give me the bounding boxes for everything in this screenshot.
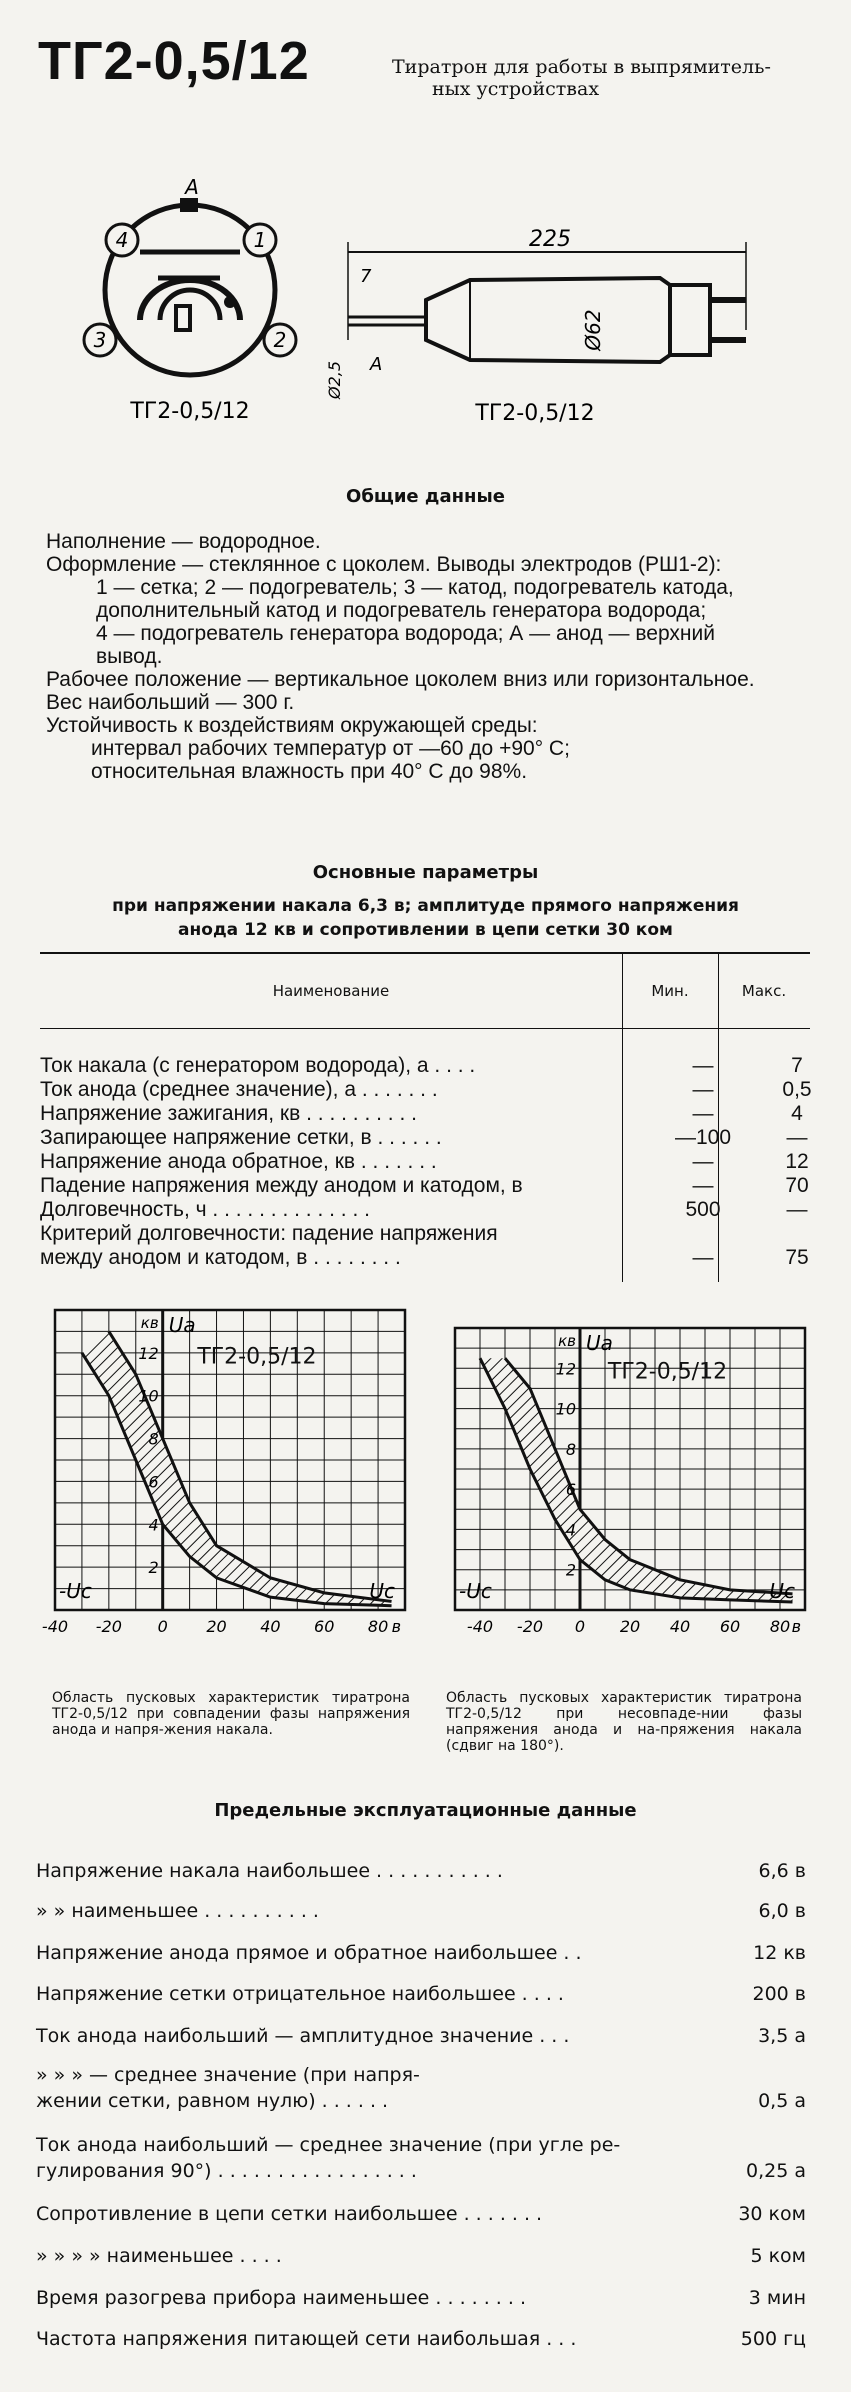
limit-value: 6,6 в [758,1860,806,1882]
limit-name: » » » » наименьшее . . . . [36,2245,282,2267]
limit-row [36,2245,806,2267]
row-min: 500 [685,1198,721,1221]
limit-name: » » » — среднее значение (при напря- [36,2064,420,2086]
table-top-rule [40,952,810,954]
start-region-band [82,1331,392,1605]
x-tick-label: 60 [719,1617,741,1636]
limit-row [36,2064,806,2086]
table-row [40,1174,809,1198]
x-axis-label: Uc [769,1579,795,1603]
row-name: Долговечность, ч . . . . . . . . . . . . . . [40,1198,370,1221]
y-tick-label: 6 [565,1480,576,1500]
table-row [40,1102,803,1126]
limits-heading: Предельные эксплуатационные данные [214,1800,637,1821]
limit-value: 6,0 в [758,1900,806,1922]
table-header-name: Наименование [272,982,390,1000]
dimension-7: 7 [360,266,372,287]
limit-value: 200 в [752,1983,806,2005]
x-tick-label: 0 [157,1617,168,1636]
x-tick-label: 40 [260,1617,281,1636]
limit-value: 12 кв [753,1942,806,1964]
x-tick-label: -40 [41,1617,69,1636]
side-dimension-drawing [325,227,770,430]
row-max: 70 [785,1174,809,1197]
limit-value: 3,5 а [758,2025,806,2047]
table-header-max: Макс. [741,982,787,1000]
row-name: Падение напряжения между анодом и катодом, в [40,1174,523,1197]
row-name: Ток накала (с генератором водорода), а . . . . [40,1054,476,1077]
pin-label-a: А [185,175,199,199]
limit-name: гулирования 90°) . . . . . . . . . . . . . . . . . [36,2160,417,2182]
row-name: между анодом и катодом, в . . . . . . . . [40,1246,401,1269]
row-max: 12 [785,1150,809,1173]
y-tick-label: 4 [148,1515,159,1535]
row-max: 75 [785,1246,809,1269]
y-tick-label: 2 [148,1558,159,1578]
x-axis-neg-label: -Uc [459,1579,492,1603]
limit-value: 0,5 а [758,2090,806,2112]
x-tick-label: 20 [619,1617,641,1636]
general-line: 1 — сетка; 2 — подогреватель; 3 — катод, подогреватель катода, [96,576,734,599]
y-unit-label: кв [558,1332,576,1350]
pin-label-4: 4 [115,228,129,252]
limit-name: Частота напряжения питающей сети наибольшая . . . [36,2328,577,2350]
y-tick-label: 2 [565,1560,576,1580]
limit-row [36,2203,806,2225]
limit-row [36,1942,806,1964]
limit-name: Напряжение сетки отрицательное наибольшее . . . . [36,1983,564,2005]
limit-name: Время разогрева прибора наименьшее . . . . . . . . [36,2287,527,2309]
row-name: Напряжение зажигания, кв . . . . . . . . . . [40,1102,417,1125]
table-row [40,1150,809,1174]
x-tick-label: -40 [466,1617,494,1636]
chart-right [440,1318,820,1680]
chart-left [40,1300,420,1680]
dimension-2-5: Ø2,5 [325,360,344,400]
table-row [40,1054,803,1078]
row-min: —100 [674,1126,732,1149]
chart-title: ТГ2-0,5/12 [607,1359,728,1385]
x-axis-label: Uc [369,1579,395,1603]
limit-name: Ток анода наибольший — амплитудное значение . . . [36,2025,570,2047]
x-tick-label: -20 [95,1617,122,1636]
y-tick-label: 6 [148,1472,159,1492]
limit-value: 3 мин [748,2287,806,2309]
limit-row [36,2025,806,2047]
row-min: — [692,1078,714,1101]
general-line: дополнительный катод и подогреватель генератора водорода; [96,599,707,622]
x-tick-label: 20 [206,1617,227,1636]
general-line: 4 — подогреватель генератора водорода; А — анод — верхний [96,622,715,645]
x-tick-label: 80 [367,1617,389,1636]
x-tick-label: 80 [769,1617,791,1636]
y-tick-label: 12 [555,1359,576,1379]
base-pinout-drawing [80,175,300,430]
dimension-a: А [370,354,383,375]
left-chart-caption: Область пусковых характеристик тиратрона ТГ2-0,5/12 при совпадении фазы напряжения анода и напря-жения накала. [52,1690,410,1738]
limit-row [36,2160,806,2182]
page-title: ТГ2-0,5/12 [38,31,310,91]
table-header-rule [40,1028,810,1029]
general-data-block [46,530,836,783]
general-line: Рабочее положение — вертикальное цоколем вниз или горизонтальное. [46,668,755,691]
params-condition-2: анода 12 кв и сопротивлении в цепи сетки 30 ком [178,920,673,940]
general-line: Вес наибольший — 300 г. [46,691,295,714]
limit-value: 30 ком [738,2203,806,2225]
pin-label-2: 2 [273,328,287,352]
general-line: Наполнение — водородное. [46,530,321,553]
row-name: Напряжение анода обратное, кв . . . . . . . [40,1150,437,1173]
row-max: — [786,1126,808,1149]
limit-name: Сопротивление в цепи сетки наибольшее . . . . . . . [36,2203,543,2225]
general-line: вывод. [96,645,163,668]
limit-row [36,1900,806,1922]
general-line: относительная влажность при 40° С до 98%. [91,760,528,783]
table-row [40,1246,809,1270]
row-max: — [786,1198,808,1221]
x-tick-label: -20 [516,1617,544,1636]
limit-name: » » наименьшее . . . . . . . . . . [36,1900,319,1922]
start-region-band [480,1358,793,1602]
table-row [40,1078,812,1102]
limit-row [36,1983,806,2005]
pin-label-1: 1 [253,228,267,252]
table-row [40,1126,808,1150]
table-row [40,1222,800,1246]
limit-name: жении сетки, равном нулю) . . . . . . [36,2090,389,2112]
table-row [40,1198,808,1222]
x-unit-label: в [391,1617,401,1636]
general-heading: Общие данные [346,486,505,507]
y-tick-label: 8 [565,1439,576,1459]
row-max: 7 [791,1054,803,1077]
limit-value: 5 ком [750,2245,806,2267]
row-min: — [692,1102,714,1125]
params-heading: Основные параметры [312,862,539,883]
row-min: — [692,1054,714,1077]
row-name: Критерий долговечности: падение напряжения [40,1222,498,1245]
y-tick-label: 12 [138,1343,159,1363]
limit-value: 500 гц [740,2328,806,2350]
x-tick-label: 60 [314,1617,335,1636]
row-min: — [692,1246,714,1269]
subtitle-line-2: ных устройствах [432,78,600,100]
y-axis-label: Ua [168,1313,196,1337]
row-min: — [692,1150,714,1173]
general-line: интервал рабочих температур от —60 до +90° С; [91,737,570,760]
limit-row [36,2328,806,2350]
limit-row [36,2090,806,2112]
page-subtitle [392,56,812,100]
table-header-min: Мин. [651,982,689,1000]
limit-row [36,2134,806,2156]
x-tick-label: 40 [669,1617,691,1636]
row-max: 0,5 [782,1078,812,1101]
y-tick-label: 8 [148,1429,159,1449]
dimension-62: Ø62 [581,309,605,351]
x-axis-neg-label: -Uc [59,1579,92,1603]
chart-title: ТГ2-0,5/12 [197,1344,317,1370]
y-tick-label: 4 [565,1520,576,1540]
general-line: Оформление — стеклянное с цоколем. Выводы электродов (РШ1-2): [46,553,722,576]
dimension-225: 225 [529,227,571,252]
row-name: Запирающее напряжение сетки, в . . . . . . [40,1126,442,1149]
limit-value: 0,25 а [746,2160,806,2182]
limit-name: Ток анода наибольший — среднее значение (при угле ре- [36,2134,621,2156]
y-unit-label: кв [140,1314,159,1332]
limit-name: Напряжение анода прямое и обратное наибольшее . . [36,1942,582,1964]
base-caption: ТГ2-0,5/12 [130,399,250,424]
x-unit-label: в [791,1617,801,1636]
side-caption: ТГ2-0,5/12 [475,401,595,426]
row-max: 4 [791,1102,803,1125]
row-name: Ток анода (среднее значение), а . . . . . . . [40,1078,438,1101]
limit-name: Напряжение накала наибольшее . . . . . . . . . . . [36,1860,503,1882]
x-tick-label: 0 [574,1617,586,1636]
limit-row [36,2287,806,2309]
y-tick-label: 10 [555,1399,576,1419]
y-axis-label: Ua [586,1331,613,1355]
right-chart-caption: Область пусковых характеристик тиратрона ТГ2-0,5/12 при несовпаде-нии фазы напряжения анода и на-пряжения накала (сдвиг на 180°). [446,1690,802,1754]
limit-row [36,1860,806,1882]
params-condition-1: при напряжении накала 6,3 в; амплитуде прямого напряжения [112,896,739,916]
subtitle-line-1: Тиратрон для работы в выпрямитель- [392,56,771,78]
row-min: — [692,1174,714,1197]
general-line: Устойчивость к воздействиям окружающей среды: [46,714,538,737]
y-tick-label: 10 [138,1386,159,1406]
pin-label-3: 3 [93,328,107,352]
